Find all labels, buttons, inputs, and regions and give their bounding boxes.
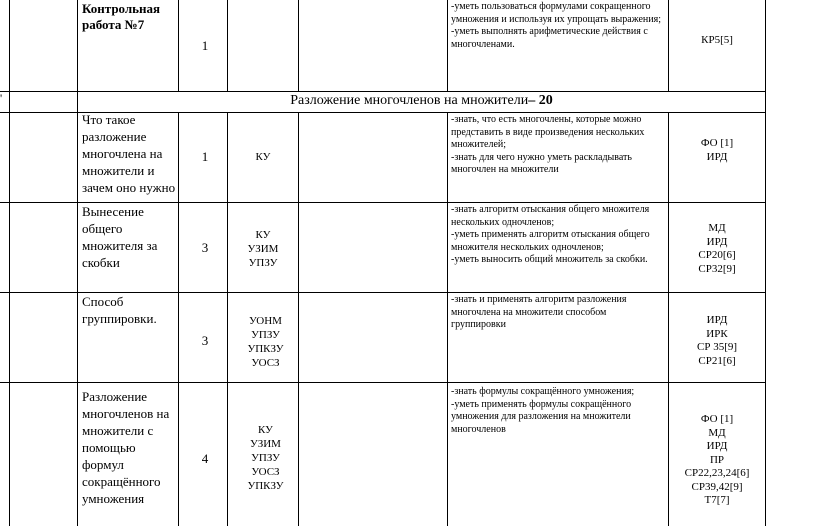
row-4-control (672, 413, 762, 508)
table-border-req-left (447, 112, 448, 526)
row-1-topic: Что такое разложение многочлена на множители и зачем оно нужно (82, 112, 176, 195)
row-1-types (228, 150, 298, 164)
control-form: СР21[6] (698, 354, 736, 367)
lesson-type: УПЗУ (248, 257, 278, 269)
row-0-topic: Контрольная работа №7 (82, 1, 161, 32)
table-border-topic-left (77, 0, 78, 526)
lesson-type: УЗИМ (250, 438, 281, 450)
section-title: Разложение многочленов на множители (290, 93, 529, 108)
control-form: МД (708, 426, 726, 439)
section-header (78, 93, 765, 109)
lesson-type: УОНМ (249, 315, 282, 327)
control-form: ИРД (706, 235, 728, 248)
row-3-requirements: -знать и применять алгоритм разложения многочлена на множители способом группировки (451, 294, 627, 330)
row-4-topic: Разложение многочленов на множители с помощью формул сокращённого умножения (82, 389, 170, 506)
table-border-control-left (668, 112, 669, 526)
margin-mark: ' (0, 91, 3, 105)
row-2-control (672, 222, 762, 276)
row-3-hours: 3 (201, 333, 209, 348)
row-0-requirements: -уметь пользоваться формулами сокращенного умножения и используя их упрощать выражения; -уметь выполнять арифметические действия с многочленами. (451, 1, 662, 50)
table-border-hours-left (178, 0, 179, 91)
row-3-types (228, 314, 303, 370)
row-1-control (672, 137, 762, 164)
lesson-type: УОСЗ (251, 466, 280, 478)
lesson-type: УПКЗУ (247, 480, 284, 492)
lesson-type: УОСЗ (251, 357, 280, 369)
row-separator (0, 91, 766, 92)
table-border-left (9, 0, 10, 526)
section-hours: 20 (538, 93, 553, 108)
control-form: ФО [1] (700, 413, 734, 425)
row-4-requirements: -знать формулы сокращённого умножения; -уметь применять формулы сокращённого умножения для разложения на множители многочленов (451, 386, 635, 435)
table-border-right (765, 0, 766, 526)
control-form: ИРК (706, 327, 728, 340)
control-form: ИРД (706, 440, 728, 452)
control-form: МД (708, 222, 726, 234)
row-4-types (228, 423, 303, 493)
row-0-control (672, 34, 762, 48)
lesson-type: УПЗУ (251, 329, 280, 341)
lesson-type: УПЗУ (251, 452, 280, 464)
control-form: СР22,23,24[6] (684, 467, 750, 479)
row-2-hours: 3 (201, 240, 209, 255)
row-2-requirements: -знать алгоритм отыскания общего множителя нескольких одночленов; -уметь применять алгоритм отыскания общего множителя нескольких одночленов; -уметь выносить общий множитель за скобки. (451, 204, 650, 265)
table-border-control-left (668, 0, 669, 91)
lesson-type: КУ (255, 151, 271, 163)
control-form: Т7[7] (704, 494, 730, 506)
table-border-types-left (227, 0, 228, 91)
row-0-hours: 1 (201, 38, 209, 53)
row-3-control (672, 314, 762, 368)
row-1-hours: 1 (201, 149, 209, 164)
row-2-types (228, 228, 298, 270)
control-form: СР32[9] (698, 262, 736, 275)
lesson-type: УПКЗУ (247, 343, 284, 355)
row-4-hours: 4 (201, 451, 209, 466)
control-form: ИРД (706, 314, 728, 326)
control-form: СР 35[9] (696, 341, 738, 353)
row-separator (0, 382, 766, 383)
row-2-topic: Вынесение общего множителя за скобки (82, 204, 158, 270)
row-1-requirements: -знать, что есть многочлены, которые можно представить в виде произведения нескольких множителей; -знать для чего нужно уметь раскладывать многочлен на множители (451, 114, 645, 175)
control-form: ИРД (706, 150, 728, 163)
control-form: ФО [1] (700, 137, 734, 149)
lesson-type: КУ (258, 424, 273, 436)
control-form: ПР (709, 453, 725, 466)
row-3-topic: Способ группировки. (82, 294, 157, 326)
control-form: СР20[6] (698, 249, 736, 261)
control-form: КР5[5] (701, 34, 733, 46)
lesson-type: КУ (255, 229, 271, 241)
lesson-type: УЗИМ (247, 243, 279, 255)
table-border-types-right (298, 0, 299, 91)
table-border-hours-left (178, 112, 179, 526)
control-form: СР39,42[9] (691, 480, 743, 493)
table-border-req-left (447, 0, 448, 91)
section-dash: – (528, 93, 539, 108)
